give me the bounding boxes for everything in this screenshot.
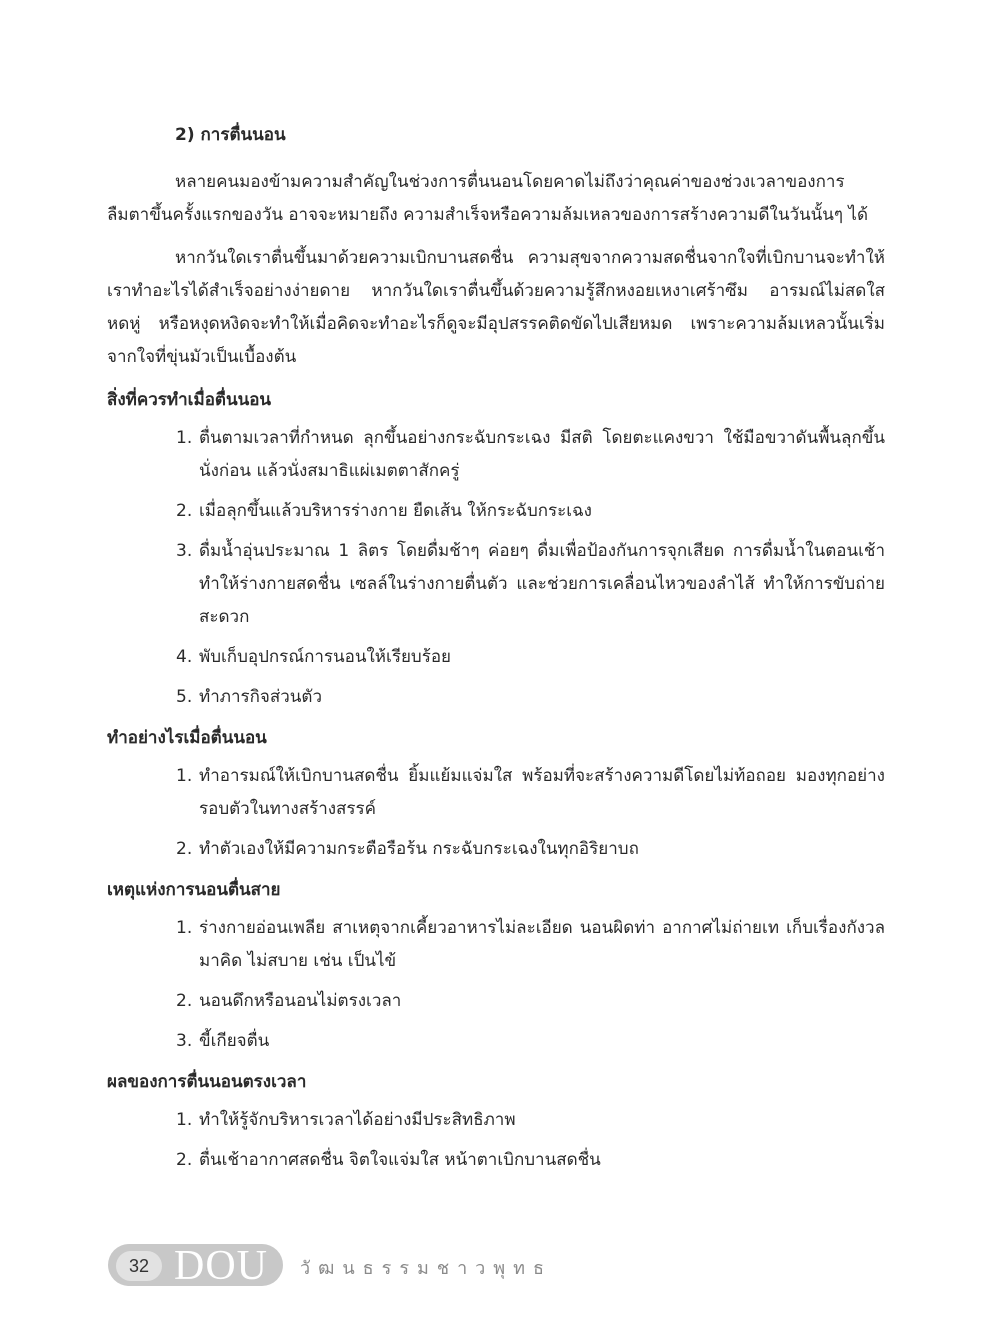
item-number: 2. [176, 501, 193, 521]
list-item [107, 422, 885, 488]
item-number: 5. [176, 687, 193, 707]
section-title: ผลของการตื่นนอนตรงเวลา [107, 1072, 307, 1092]
item-number: 2. [176, 839, 193, 859]
item-number: 3. [176, 541, 193, 561]
item-number: 3. [176, 1031, 193, 1051]
list-item [107, 1144, 885, 1177]
item-text: นอนดึกหรือนอนไม่ตรงเวลา [199, 991, 402, 1011]
list-item [107, 760, 885, 826]
paragraph: หากวันใดเราตื่นขึ้นมาด้วยความเบิกบานสดชื่น ความสุขจากความสดชื่นจากใจที่เบิกบานจะทำให้เราทำอะไรได้สำเร็จอย่างง่ายดาย หากวันใดเราตื่นขึ้นด้วยความรู้สึกหงอยเหงาเศร้าซึม อารมณ์ไม่สดใส หดหู่ หรือหงุดหงิดจะทำให้เมื่อคิดจะทำอะไรก็ดูจะมีอุปสรรคติดขัดไปเสียหมด เพราะความล้มเหลวนั้นเริ่มจากใจที่ขุ่นมัวเป็นเบื้องต้น [107, 248, 885, 367]
item-number: 1. [176, 1110, 193, 1130]
numbered-list [107, 760, 885, 866]
section-title: เหตุแห่งการนอนตื่นสาย [107, 880, 281, 900]
item-number: 2. [176, 991, 193, 1011]
item-text: เมื่อลุกขึ้นแล้วบริหารร่างกาย ยืดเส้น ให้กระฉับกระเฉง [199, 501, 592, 521]
numbered-list [107, 912, 885, 1058]
book-title: วัฒนธรรมชาวพุทธ [300, 1258, 553, 1279]
numbered-list [107, 1104, 885, 1177]
numbered-list [107, 422, 885, 714]
list-item [107, 833, 885, 866]
list-item [107, 641, 885, 674]
page-number: 32 [116, 1251, 162, 1281]
item-number: 1. [176, 918, 193, 938]
list-item [107, 912, 885, 978]
list-item [107, 1104, 885, 1137]
item-text: ตื่นเช้าอากาศสดชื่น จิตใจแจ่มใส หน้าตาเบิกบานสดชื่น [199, 1150, 601, 1170]
paragraph: หลายคนมองข้ามความสำคัญในช่วงการตื่นนอนโดยคาดไม่ถึงว่าคุณค่าของช่วงเวลาของการลืมตาขึ้นครั้งแรกของวัน อาจจะหมายถึง ความสำเร็จหรือความล้มเหลวของการสร้างความดีในวันนั้นๆ ได้ [107, 172, 868, 225]
list-item [107, 985, 885, 1018]
section-title: ทำอย่างไรเมื่อตื่นนอน [107, 728, 267, 748]
list-item [107, 535, 885, 634]
list-item [107, 681, 885, 714]
item-text: ทำตัวเองให้มีความกระตือรือร้น กระฉับกระเฉงในทุกอิริยาบถ [199, 839, 639, 859]
page-content [107, 118, 885, 1185]
item-text: ดื่มน้ำอุ่นประมาณ 1 ลิตร โดยดื่มช้าๆ ค่อยๆ ดื่มเพื่อป้องกันการจุกเสียด การดื่มน้ำในตอนเช้า ทำให้ร่างกายสดชื่น เซลล์ในร่างกายตื่นตัว และช่วยการเคลื่อนไหวของลำไส้ ทำให้การขับถ่ายสะดวก [199, 541, 885, 627]
item-number: 4. [176, 647, 193, 667]
list-item [107, 1025, 885, 1058]
item-text: ทำอารมณ์ให้เบิกบานสดชื่น ยิ้มแย้มแจ่มใส พร้อมที่จะสร้างความดีโดยไม่ท้อถอย มองทุกอย่างรอบตัวในทางสร้างสรรค์ [199, 766, 885, 819]
item-text: ทำภารกิจส่วนตัว [199, 687, 323, 707]
item-text: พับเก็บอุปกรณ์การนอนให้เรียบร้อย [199, 647, 452, 667]
section-title: สิ่งที่ควรทำเมื่อตื่นนอน [107, 390, 272, 410]
item-text: ขี้เกียจตื่น [199, 1031, 270, 1051]
list-item [107, 495, 885, 528]
subheading: 2) การตื่นนอน [175, 125, 286, 145]
dou-logo: DOU [174, 1243, 268, 1289]
footer-badge [108, 1243, 283, 1289]
item-number: 2. [176, 1150, 193, 1170]
item-text: ร่างกายอ่อนเพลีย สาเหตุจากเคี้ยวอาหารไม่ละเอียด นอนผิดท่า อากาศไม่ถ่ายเท เก็บเรื่องกังวลมาคิด ไม่สบาย เช่น เป็นไข้ [199, 918, 885, 971]
item-text: ทำให้รู้จักบริหารเวลาได้อย่างมีประสิทธิภาพ [199, 1110, 516, 1130]
item-number: 1. [176, 766, 193, 786]
item-text: ตื่นตามเวลาที่กำหนด ลุกขึ้นอย่างกระฉับกระเฉง มีสติ โดยตะแคงขวา ใช้มือขวาดันพื้นลุกขึ้นนั่งก่อน แล้วนั่งสมาธิแผ่เมตตาสักครู่ [199, 428, 885, 481]
item-number: 1. [176, 428, 193, 448]
page-footer [108, 1243, 708, 1291]
